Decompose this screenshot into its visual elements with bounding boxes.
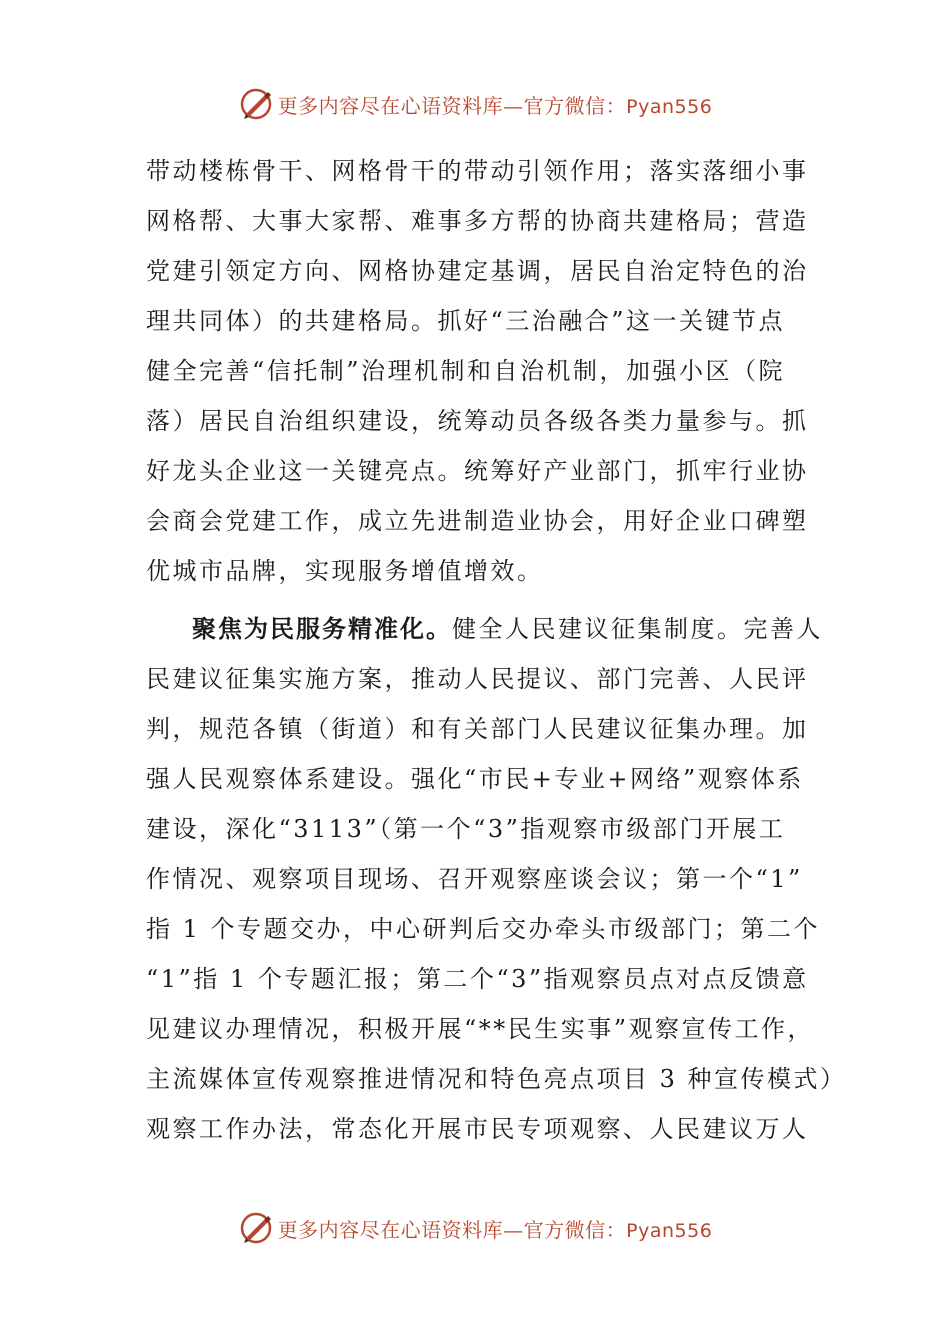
pen-logo-icon <box>238 86 274 122</box>
text-line: 见建议办理情况，积极开展“**民生实事”观察宣传工作， <box>146 1015 815 1043</box>
text-line: 作情况、观察项目现场、召开观察座谈会议；第一个“1” <box>146 865 803 893</box>
banner-wechat-id: Pyan556 <box>626 1219 713 1242</box>
paragraph-2 <box>146 606 847 1156</box>
text-line: 判，规范各镇（街道）和有关部门人民建议征集办理。加 <box>146 715 809 743</box>
text-line: 主流媒体宣传观察推进情况和特色亮点项目 3 种宣传模式） <box>146 1065 847 1093</box>
text-line: 好龙头企业这一关键亮点。统筹好产业部门，抓牢行业协 <box>146 457 809 485</box>
text-line-first <box>146 606 823 656</box>
text-line-rest: 健全人民建议征集制度。完善人 <box>452 615 823 643</box>
banner-slogan: 更多内容尽在心语资料库— <box>277 93 524 118</box>
text-line: 民建议征集实施方案，推动人民提议、部门完善、人民评 <box>146 665 809 693</box>
text-line: 健全完善“信托制”治理机制和自治机制，加强小区（院 <box>146 357 786 385</box>
text-line: 网格帮、大事大家帮、难事多方帮的协商共建格局；营造 <box>146 207 809 235</box>
text-line: “1”指 1 个专题汇报；第二个“3”指观察员点对点反馈意 <box>146 965 809 993</box>
text-line: 优城市品牌，实现服务增值增效。 <box>146 557 544 585</box>
banner-slogan: 更多内容尽在心语资料库— <box>277 1217 524 1242</box>
text-line: 指 1 个专题交办，中心研判后交办牵头市级部门；第二个 <box>146 915 821 943</box>
text-line: 建设，深化“3113”（第一个“3”指观察市级部门开展工 <box>146 815 786 843</box>
pen-logo-icon <box>238 1210 274 1246</box>
text-line: 会商会党建工作，成立先进制造业协会，用好企业口碑塑 <box>146 507 809 535</box>
text-line: 理共同体）的共建格局。抓好“三治融合”这一关键节点 <box>146 307 786 335</box>
document-body <box>146 148 847 1156</box>
text-line: 观察工作办法，常态化开展市民专项观察、人民建议万人 <box>146 1115 809 1143</box>
banner-wechat-label: 官方微信： <box>523 1217 627 1242</box>
text-line: 党建引领定方向、网格协建定基调，居民自治定特色的治 <box>146 257 809 285</box>
banner-text <box>278 90 713 119</box>
header-banner <box>0 84 950 124</box>
text-line: 落）居民自治组织建设，统筹动员各级各类力量参与。抓 <box>146 407 809 435</box>
text-line: 带动楼栋骨干、网格骨干的带动引领作用；落实落细小事 <box>146 157 809 185</box>
paragraph-1 <box>146 148 808 598</box>
banner-text <box>278 1214 713 1243</box>
banner-wechat-id: Pyan556 <box>626 95 713 118</box>
banner-wechat-label: 官方微信： <box>523 93 627 118</box>
text-line: 强人民观察体系建设。强化“市民+专业+网络”观察体系 <box>146 765 804 793</box>
paragraph-heading: 聚焦为民服务精准化。 <box>192 615 452 643</box>
footer-banner <box>0 1208 950 1248</box>
